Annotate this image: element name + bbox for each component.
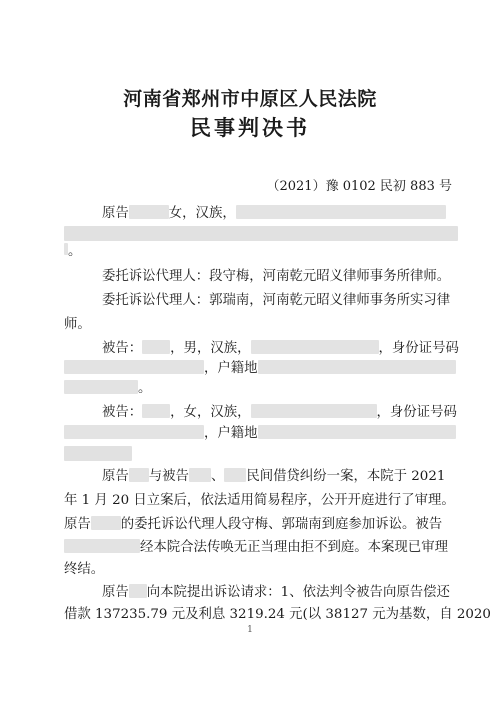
id-label: ，身份证号码 [378,341,459,356]
defendant-1-line-3 [64,380,151,397]
plaintiff-label: 原告 [102,206,129,221]
domicile-label: ，户籍地 [204,361,258,376]
agent-2: 委托诉讼代理人：郭瑞南，河南乾元昭义律师事务所实习律 [102,293,451,308]
defendant-label: 被告： [102,405,143,420]
redaction-block [64,425,204,439]
redaction-block [258,360,456,374]
redaction-block [129,205,169,219]
redaction-block [129,584,147,598]
plaintiff-line-3 [64,243,81,260]
page-number: 1 [247,625,253,635]
id-label: ，身份证号码 [376,405,457,420]
plaintiff-line-1 [102,205,446,222]
redaction-block [236,205,446,219]
court-name: 河南省郑州市中原区人民法院 [123,88,377,110]
period: 。 [68,244,82,259]
plaintiff-label: 原告 [102,585,129,600]
redaction-block [142,404,170,418]
facts-line-1 [102,468,445,485]
agent-2-cont: 师。 [64,317,91,332]
redaction-block [64,446,132,461]
redaction-block [251,404,377,418]
facts-line-5: 终结。 [64,562,105,577]
redaction-block [64,360,204,374]
redaction-block [64,243,68,255]
redaction-block [189,468,211,482]
redaction-block [91,516,121,530]
facts-line-3 [64,516,442,533]
redaction-block [64,539,140,553]
defendant-1-info: ，男，汉族， [170,341,251,356]
absence-text: 经本院合法传唤无正当理由拒不到庭。本案现已审理 [140,540,448,555]
facts-line-2: 年 1 月 20 日立案后，依法适用简易程序，公开开庭进行了审理。 [64,493,455,508]
facts-line-4 [64,539,448,556]
defendant-1-line-1 [102,340,459,357]
case-number: （2021）豫 0102 民初 883 号 [266,179,452,194]
defendant-2-info: ，女，汉族， [170,405,251,420]
plaintiff-label: 原告 [64,517,91,532]
redaction-block [64,226,458,241]
defendant-label: 被告： [102,341,143,356]
defendant-1-line-2 [64,360,456,377]
redaction-block [258,425,456,439]
domicile-label: ，户籍地 [204,426,258,441]
defendant-2-line-2 [64,425,456,442]
period: 。 [138,381,152,396]
plaintiff-label: 原告 [102,469,129,484]
agent-1: 委托诉讼代理人：段守梅，河南乾元昭义律师事务所律师。 [102,269,451,284]
redaction-block [251,340,379,354]
claims-text: 向本院提出诉讼请求：1、依法判令被告向原告偿还 [146,585,450,600]
defendant-conj: 与被告 [148,469,189,484]
plaintiff-gender: 女，汉族， [168,206,236,221]
claims-line-1 [102,584,450,601]
redaction-block [224,468,246,482]
document-title: 民事判决书 [190,115,310,140]
redaction-block [142,340,170,354]
claims-line-2: 借款 137235.79 元及利息 3219.24 元(以 38127 元为基数，自 2020 [64,607,491,622]
separator: 、 [210,469,225,484]
redaction-block [129,468,149,482]
defendant-2-line-1 [102,404,457,421]
redaction-block [64,380,138,394]
case-desc: 民间借贷纠纷一案，本院于 2021 [246,469,446,484]
attendance-text: 的委托诉讼代理人段守梅、郭瑞南到庭参加诉讼。被告 [120,517,443,532]
